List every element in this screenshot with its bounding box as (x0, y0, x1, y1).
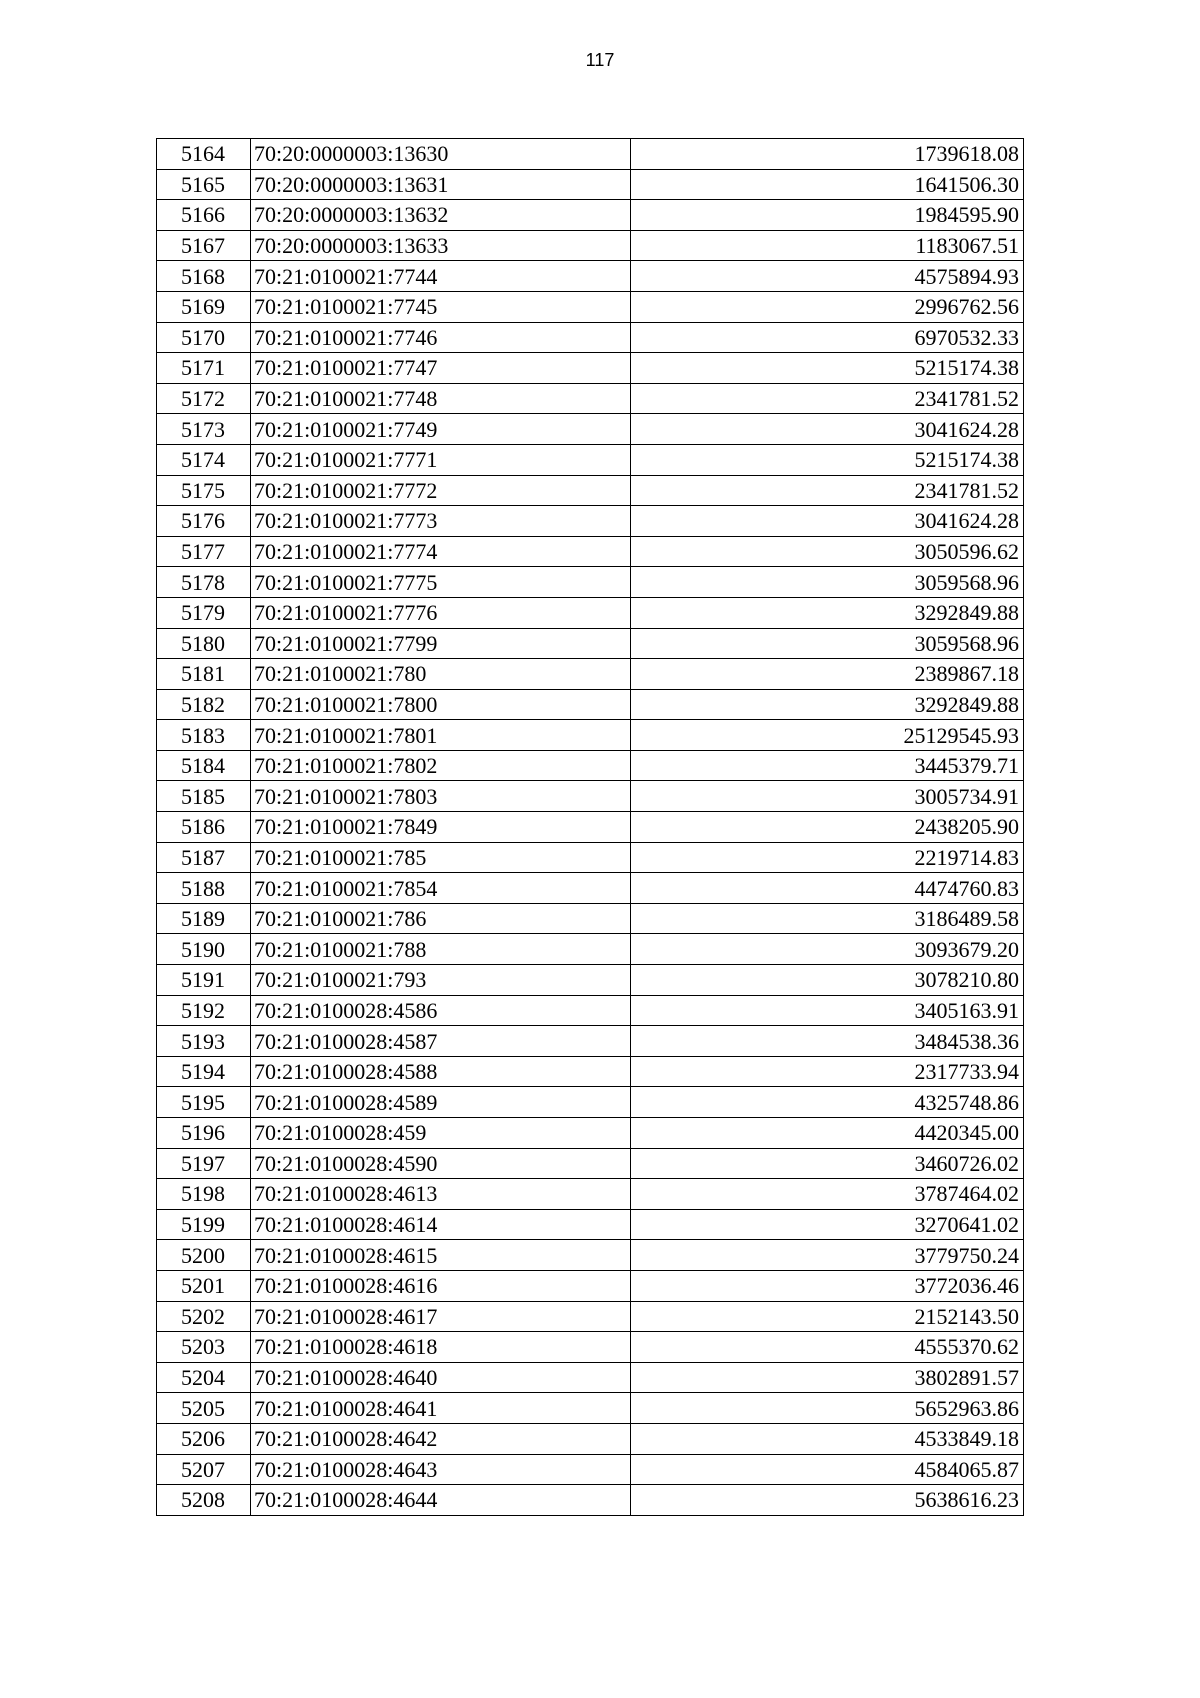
cadastral-value-cell: 3292849.88 (631, 689, 1024, 720)
cadastral-value-cell: 3093679.20 (631, 934, 1024, 965)
cadastral-number-cell: 70:21:0100021:786 (251, 903, 631, 934)
cadastral-value-cell: 3270641.02 (631, 1209, 1024, 1240)
table-row (157, 230, 1024, 261)
row-number-cell: 5184 (157, 750, 251, 781)
cadastral-number-cell: 70:21:0100028:4613 (251, 1179, 631, 1210)
table-row (157, 475, 1024, 506)
row-number-cell: 5200 (157, 1240, 251, 1271)
row-number-cell: 5167 (157, 230, 251, 261)
cadastral-value-cell: 2438205.90 (631, 812, 1024, 843)
table-row (157, 1423, 1024, 1454)
table-row (157, 383, 1024, 414)
cadastral-number-cell: 70:21:0100021:7854 (251, 873, 631, 904)
cadastral-value-cell: 5215174.38 (631, 353, 1024, 384)
row-number-cell: 5191 (157, 965, 251, 996)
table-row (157, 628, 1024, 659)
cadastral-number-cell: 70:21:0100021:7749 (251, 414, 631, 445)
cadastral-value-cell: 1183067.51 (631, 230, 1024, 261)
cadastral-value-cell: 3050596.62 (631, 536, 1024, 567)
cadastral-number-cell: 70:20:0000003:13633 (251, 230, 631, 261)
row-number-cell: 5166 (157, 200, 251, 231)
cadastral-number-cell: 70:20:0000003:13630 (251, 139, 631, 170)
cadastral-value-cell: 3787464.02 (631, 1179, 1024, 1210)
row-number-cell: 5189 (157, 903, 251, 934)
table-row (157, 322, 1024, 353)
row-number-cell: 5196 (157, 1118, 251, 1149)
cadastral-value-table (156, 138, 1024, 1516)
cadastral-number-cell: 70:21:0100028:4641 (251, 1393, 631, 1424)
cadastral-number-cell: 70:21:0100028:4618 (251, 1332, 631, 1363)
row-number-cell: 5177 (157, 536, 251, 567)
cadastral-value-cell: 3005734.91 (631, 781, 1024, 812)
cadastral-value-cell: 2152143.50 (631, 1301, 1024, 1332)
row-number-cell: 5202 (157, 1301, 251, 1332)
row-number-cell: 5172 (157, 383, 251, 414)
cadastral-number-cell: 70:21:0100028:4616 (251, 1270, 631, 1301)
table-row (157, 1056, 1024, 1087)
table-row (157, 291, 1024, 322)
row-number-cell: 5186 (157, 812, 251, 843)
row-number-cell: 5164 (157, 139, 251, 170)
row-number-cell: 5173 (157, 414, 251, 445)
cadastral-value-cell: 4474760.83 (631, 873, 1024, 904)
table-row (157, 659, 1024, 690)
table-row (157, 842, 1024, 873)
cadastral-number-cell: 70:21:0100021:780 (251, 659, 631, 690)
table-row (157, 1454, 1024, 1485)
cadastral-number-cell: 70:21:0100021:7773 (251, 506, 631, 537)
table-row (157, 995, 1024, 1026)
table-row (157, 1393, 1024, 1424)
table-row (157, 1362, 1024, 1393)
table-row (157, 139, 1024, 170)
cadastral-number-cell: 70:21:0100021:7772 (251, 475, 631, 506)
row-number-cell: 5190 (157, 934, 251, 965)
cadastral-number-cell: 70:20:0000003:13631 (251, 169, 631, 200)
row-number-cell: 5180 (157, 628, 251, 659)
table-row (157, 1485, 1024, 1516)
cadastral-number-cell: 70:21:0100021:785 (251, 842, 631, 873)
row-number-cell: 5201 (157, 1270, 251, 1301)
cadastral-number-cell: 70:21:0100028:4640 (251, 1362, 631, 1393)
cadastral-value-cell: 4325748.86 (631, 1087, 1024, 1118)
cadastral-number-cell: 70:21:0100028:4642 (251, 1423, 631, 1454)
table-row (157, 169, 1024, 200)
cadastral-value-cell: 6970532.33 (631, 322, 1024, 353)
cadastral-number-cell: 70:21:0100021:7771 (251, 444, 631, 475)
cadastral-number-cell: 70:21:0100028:4615 (251, 1240, 631, 1271)
row-number-cell: 5174 (157, 444, 251, 475)
table-row (157, 812, 1024, 843)
cadastral-value-cell: 2317733.94 (631, 1056, 1024, 1087)
cadastral-value-cell: 1641506.30 (631, 169, 1024, 200)
row-number-cell: 5187 (157, 842, 251, 873)
row-number-cell: 5195 (157, 1087, 251, 1118)
table-row (157, 720, 1024, 751)
cadastral-value-cell: 4575894.93 (631, 261, 1024, 292)
table-row (157, 597, 1024, 628)
table-row (157, 1240, 1024, 1271)
cadastral-value-cell: 3041624.28 (631, 414, 1024, 445)
cadastral-number-cell: 70:21:0100021:7746 (251, 322, 631, 353)
row-number-cell: 5205 (157, 1393, 251, 1424)
row-number-cell: 5188 (157, 873, 251, 904)
cadastral-value-cell: 4584065.87 (631, 1454, 1024, 1485)
table-row (157, 1332, 1024, 1363)
cadastral-number-cell: 70:21:0100021:7803 (251, 781, 631, 812)
cadastral-number-cell: 70:21:0100028:4586 (251, 995, 631, 1026)
row-number-cell: 5179 (157, 597, 251, 628)
table-row (157, 965, 1024, 996)
cadastral-value-cell: 3460726.02 (631, 1148, 1024, 1179)
cadastral-number-cell: 70:21:0100028:4643 (251, 1454, 631, 1485)
row-number-cell: 5171 (157, 353, 251, 384)
cadastral-value-cell: 2219714.83 (631, 842, 1024, 873)
cadastral-value-cell: 1984595.90 (631, 200, 1024, 231)
row-number-cell: 5208 (157, 1485, 251, 1516)
cadastral-value-cell: 3802891.57 (631, 1362, 1024, 1393)
row-number-cell: 5207 (157, 1454, 251, 1485)
table-row (157, 903, 1024, 934)
cadastral-number-cell: 70:21:0100021:7775 (251, 567, 631, 598)
table-row (157, 506, 1024, 537)
cadastral-value-cell: 5215174.38 (631, 444, 1024, 475)
cadastral-number-cell: 70:21:0100028:4587 (251, 1026, 631, 1057)
cadastral-number-cell: 70:21:0100021:7744 (251, 261, 631, 292)
cadastral-value-cell: 25129545.93 (631, 720, 1024, 751)
table-row (157, 444, 1024, 475)
row-number-cell: 5182 (157, 689, 251, 720)
row-number-cell: 5169 (157, 291, 251, 322)
table-row (157, 1118, 1024, 1149)
table-row (157, 353, 1024, 384)
cadastral-value-cell: 3445379.71 (631, 750, 1024, 781)
row-number-cell: 5185 (157, 781, 251, 812)
cadastral-number-cell: 70:21:0100028:4589 (251, 1087, 631, 1118)
table-row (157, 200, 1024, 231)
cadastral-number-cell: 70:21:0100021:7776 (251, 597, 631, 628)
table-row (157, 873, 1024, 904)
table-row (157, 934, 1024, 965)
cadastral-number-cell: 70:21:0100021:7748 (251, 383, 631, 414)
cadastral-number-cell: 70:21:0100021:7800 (251, 689, 631, 720)
cadastral-number-cell: 70:21:0100028:4644 (251, 1485, 631, 1516)
cadastral-value-cell: 4555370.62 (631, 1332, 1024, 1363)
cadastral-number-cell: 70:21:0100021:7849 (251, 812, 631, 843)
table-row (157, 1026, 1024, 1057)
table-row (157, 414, 1024, 445)
row-number-cell: 5176 (157, 506, 251, 537)
row-number-cell: 5175 (157, 475, 251, 506)
cadastral-value-cell: 1739618.08 (631, 139, 1024, 170)
row-number-cell: 5181 (157, 659, 251, 690)
cadastral-value-cell: 3059568.96 (631, 567, 1024, 598)
cadastral-value-cell: 2389867.18 (631, 659, 1024, 690)
cadastral-value-cell: 2341781.52 (631, 475, 1024, 506)
row-number-cell: 5199 (157, 1209, 251, 1240)
cadastral-value-cell: 5652963.86 (631, 1393, 1024, 1424)
cadastral-value-cell: 2996762.56 (631, 291, 1024, 322)
cadastral-value-cell: 3484538.36 (631, 1026, 1024, 1057)
cadastral-value-cell: 5638616.23 (631, 1485, 1024, 1516)
cadastral-number-cell: 70:21:0100021:7801 (251, 720, 631, 751)
table-row (157, 689, 1024, 720)
cadastral-value-cell: 3059568.96 (631, 628, 1024, 659)
cadastral-value-cell: 4533849.18 (631, 1423, 1024, 1454)
row-number-cell: 5168 (157, 261, 251, 292)
cadastral-value-cell: 2341781.52 (631, 383, 1024, 414)
cadastral-number-cell: 70:21:0100021:7745 (251, 291, 631, 322)
table-body (157, 139, 1024, 1516)
row-number-cell: 5197 (157, 1148, 251, 1179)
row-number-cell: 5178 (157, 567, 251, 598)
row-number-cell: 5193 (157, 1026, 251, 1057)
cadastral-number-cell: 70:21:0100028:459 (251, 1118, 631, 1149)
table-row (157, 1270, 1024, 1301)
cadastral-number-cell: 70:21:0100021:7802 (251, 750, 631, 781)
cadastral-value-cell: 3772036.46 (631, 1270, 1024, 1301)
row-number-cell: 5165 (157, 169, 251, 200)
cadastral-number-cell: 70:21:0100021:7774 (251, 536, 631, 567)
page-number: 117 (585, 50, 615, 70)
cadastral-number-cell: 70:21:0100021:793 (251, 965, 631, 996)
row-number-cell: 5198 (157, 1179, 251, 1210)
table-row (157, 1148, 1024, 1179)
cadastral-value-cell: 3405163.91 (631, 995, 1024, 1026)
cadastral-value-cell: 4420345.00 (631, 1118, 1024, 1149)
cadastral-number-cell: 70:20:0000003:13632 (251, 200, 631, 231)
cadastral-number-cell: 70:21:0100021:7747 (251, 353, 631, 384)
table-row (157, 567, 1024, 598)
table-row (157, 781, 1024, 812)
cadastral-value-cell: 3078210.80 (631, 965, 1024, 996)
cadastral-value-cell: 3186489.58 (631, 903, 1024, 934)
table-row (157, 1301, 1024, 1332)
cadastral-number-cell: 70:21:0100028:4590 (251, 1148, 631, 1179)
cadastral-number-cell: 70:21:0100021:7799 (251, 628, 631, 659)
cadastral-value-cell: 3779750.24 (631, 1240, 1024, 1271)
table-row (157, 1209, 1024, 1240)
cadastral-number-cell: 70:21:0100021:788 (251, 934, 631, 965)
table-row (157, 1179, 1024, 1210)
cadastral-number-cell: 70:21:0100028:4588 (251, 1056, 631, 1087)
row-number-cell: 5203 (157, 1332, 251, 1363)
table-row (157, 261, 1024, 292)
table-row (157, 536, 1024, 567)
row-number-cell: 5192 (157, 995, 251, 1026)
row-number-cell: 5204 (157, 1362, 251, 1393)
table-row (157, 1087, 1024, 1118)
cadastral-number-cell: 70:21:0100028:4617 (251, 1301, 631, 1332)
row-number-cell: 5194 (157, 1056, 251, 1087)
cadastral-value-cell: 3041624.28 (631, 506, 1024, 537)
cadastral-number-cell: 70:21:0100028:4614 (251, 1209, 631, 1240)
cadastral-value-cell: 3292849.88 (631, 597, 1024, 628)
table-row (157, 750, 1024, 781)
row-number-cell: 5206 (157, 1423, 251, 1454)
row-number-cell: 5170 (157, 322, 251, 353)
row-number-cell: 5183 (157, 720, 251, 751)
